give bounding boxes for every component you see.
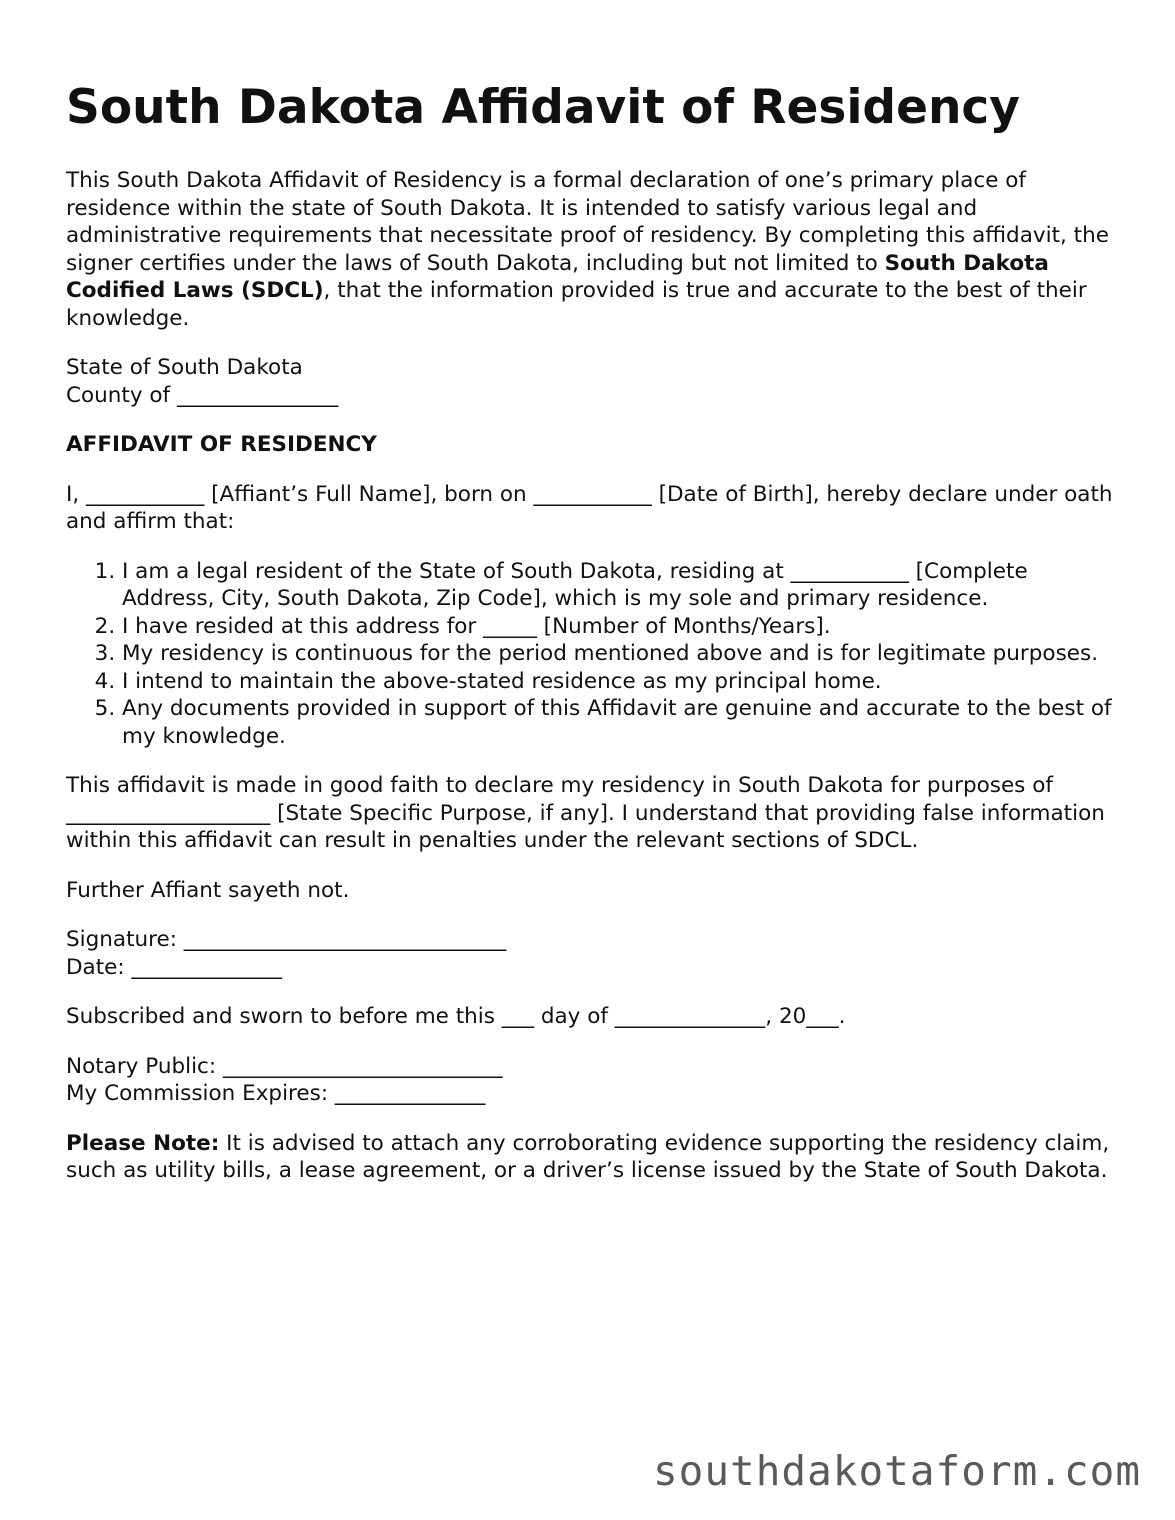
affirmation-list bbox=[66, 558, 1126, 751]
notary-block bbox=[66, 1053, 1126, 1108]
list-item: 1. I am a legal resident of the State of South Dakota, residing at ___________ [Complete Address, City, South Dakota, Zip Code], which is my sole and primary residence. bbox=[122, 558, 1126, 613]
purpose-paragraph: This affidavit is made in good faith to declare my residency in South Dakota for purposes of ___________________ [State Specific Purpose, if any]. I understand that providing false information within this affidavit can result in penalties under the relevant sections of SDCL. bbox=[66, 773, 1105, 854]
declaration-paragraph: I, ___________ [Affiant’s Full Name], born on ___________ [Date of Birth], hereby declare under oath and affirm that: bbox=[66, 481, 1113, 535]
venue-state: State of South Dakota bbox=[66, 355, 303, 381]
list-item: 4. I intend to maintain the above-stated residence as my principal home. bbox=[122, 668, 1126, 696]
notary-line: Notary Public: __________________________ bbox=[66, 1053, 503, 1079]
document-title: South Dakota Affidavit of Residency bbox=[66, 80, 1020, 135]
venue-county: County of _______________ bbox=[66, 382, 339, 408]
document-page bbox=[66, 80, 1126, 1207]
list-item: 2. I have resided at this address for _____ [Number of Months/Years]. bbox=[122, 613, 1126, 641]
list-item: 3. My residency is continuous for the period mentioned above and is for legitimate purposes. bbox=[122, 640, 1126, 668]
venue-block bbox=[66, 354, 1126, 409]
date-line: Date: ______________ bbox=[66, 954, 282, 980]
note-label: Please Note: bbox=[66, 1130, 220, 1156]
intro-text-end: , that the information provided is true and accurate to the best of their knowledge. bbox=[66, 278, 1087, 331]
intro-paragraph bbox=[66, 167, 1126, 332]
signature-line: Signature: ______________________________ bbox=[66, 927, 507, 953]
signature-block bbox=[66, 926, 1126, 981]
section-heading: AFFIDAVIT OF RESIDENCY bbox=[66, 432, 377, 458]
note-paragraph bbox=[66, 1130, 1126, 1185]
further-affiant: Further Affiant sayeth not. bbox=[66, 877, 350, 903]
intro-text: This South Dakota Affidavit of Residency is a formal declaration of one’s primary place of residence within the state of South Dakota. It is intended to satisfy various legal and administrative requirements that necessitate proof of residency. By completing this affidavit, the signer certifies under the laws of South Dakota, including but not limited to bbox=[66, 168, 1109, 276]
note-text: It is advised to attach any corroborating evidence supporting the residency claim, such as utility bills, a lease agreement, or a driver’s license issued by the State of South Dakota. bbox=[66, 1130, 1110, 1184]
list-item: 5. Any documents provided in support of this Affidavit are genuine and accurate to the best of my knowledge. bbox=[122, 695, 1126, 750]
site-watermark: southdakotaform.com bbox=[653, 1447, 1141, 1495]
commission-line: My Commission Expires: ______________ bbox=[66, 1081, 486, 1107]
intro-bold-sdcl: South Dakota Codified Laws (SDCL) bbox=[66, 250, 1049, 304]
sworn-line: Subscribed and sworn to before me this ___ day of ______________, 20___. bbox=[66, 1004, 846, 1030]
